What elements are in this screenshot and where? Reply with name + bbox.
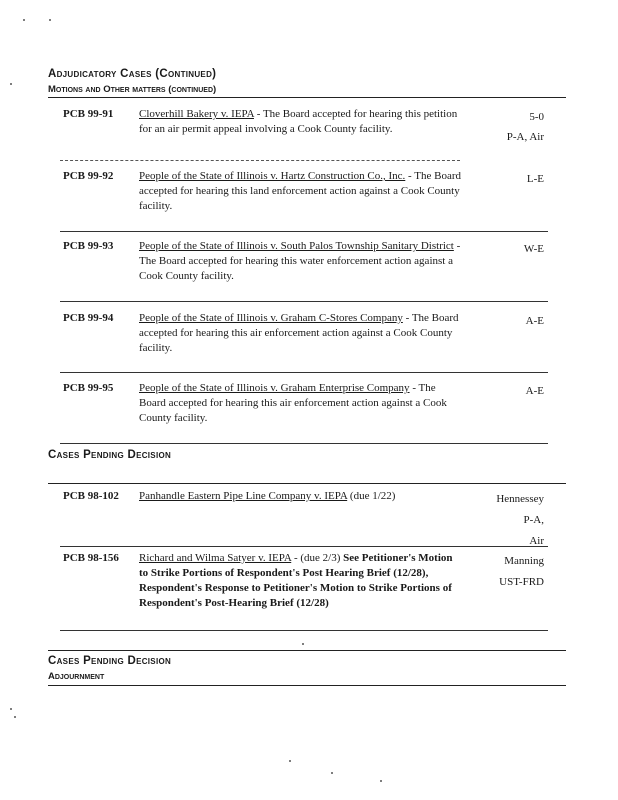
case-divider: [60, 301, 548, 302]
case-description: People of the State of Illinois v. Graham Enterprise Company - The Board accepted for hearing this air enforcement action against a Cook County facility.: [139, 382, 447, 424]
case-code: Hennessey P-A, Air: [496, 493, 544, 547]
section-title-pending: Cases Pending Decision: [48, 449, 172, 461]
case-divider: [60, 630, 548, 631]
scan-speck: [331, 772, 333, 774]
case-number: PCB 99-92: [63, 170, 114, 182]
case-code: W-E: [523, 243, 544, 255]
scan-speck: [289, 760, 291, 762]
case-divider: [60, 546, 548, 547]
case-entry: [63, 169, 544, 217]
case-entry: [63, 107, 544, 147]
case-number: PCB 99-94: [63, 312, 114, 324]
case-entry: [63, 489, 544, 547]
case-description: People of the State of Illinois v. Hartz Construction Co., Inc. - The Board accepted for hearing this land enforcement action against a Cook County facility.: [139, 170, 461, 212]
case-code: A-E: [525, 385, 544, 397]
case-entry: [63, 239, 544, 287]
scan-speck: [23, 19, 25, 21]
case-code: Manning UST-FRD: [499, 555, 544, 588]
scan-speck: [49, 19, 51, 21]
case-code: A-E: [525, 315, 544, 327]
case-title: People of the State of Illinois v. Graham Enterprise Company: [139, 382, 410, 394]
case-divider: [60, 160, 460, 161]
scan-speck: [302, 643, 304, 645]
section-rule: [48, 650, 566, 651]
case-description: Cloverhill Bakery v. IEPA - The Board accepted for hearing this petition for an air permit appeal involving a Cook County facility.: [139, 108, 458, 135]
section-rule: [48, 483, 566, 484]
case-description: People of the State of Illinois v. South Palos Township Sanitary District - The Board accepted for hearing this water enforcement action against a Cook County facility.: [139, 240, 461, 282]
case-divider: [60, 443, 548, 444]
case-divider: [60, 231, 548, 232]
case-title: Richard and Wilma Satyer v. IEPA: [139, 552, 292, 564]
case-title: People of the State of Illinois v. South Palos Township Sanitary District: [139, 240, 454, 252]
case-title: Panhandle Eastern Pipe Line Company v. IEPA: [139, 490, 348, 502]
case-entry: [63, 311, 544, 359]
scan-speck: [14, 716, 16, 718]
case-code: 5-0 P-A, Air: [506, 111, 544, 143]
case-title: People of the State of Illinois v. Hartz Construction Co., Inc.: [139, 170, 406, 182]
section-title-adjudicatory: Adjudicatory Cases (Continued): [48, 68, 217, 80]
case-entry: [63, 381, 544, 429]
case-number: PCB 99-95: [63, 382, 114, 394]
case-title: Cloverhill Bakery v. IEPA: [139, 108, 254, 120]
section-rule: [48, 97, 566, 98]
case-number: PCB 98-156: [63, 552, 119, 564]
case-description: Richard and Wilma Satyer v. IEPA - (due 2/3) See Petitioner's Motion to Strike Portions of Respondent's Post Hearing Brief (12/28), Respondent's Response to Petitioner's Motion to Strike Portions of Respondent's Post-Hearing Brief (12/28): [139, 552, 453, 609]
case-number: PCB 98-102: [63, 490, 119, 502]
case-number: PCB 99-91: [63, 108, 114, 120]
section-rule: [48, 685, 566, 686]
scan-speck: [10, 83, 12, 85]
section-subtitle-motions: Motions and Other matters (continued): [48, 84, 217, 95]
case-description: Panhandle Eastern Pipe Line Company v. IEPA (due 1/22): [139, 490, 396, 502]
case-entry: [63, 551, 544, 613]
scan-speck: [10, 708, 12, 710]
case-number: PCB 99-93: [63, 240, 114, 252]
case-code: L-E: [526, 173, 544, 185]
section-subtitle-adjournment: Adjournment: [48, 671, 105, 682]
case-title: People of the State of Illinois v. Graham C-Stores Company: [139, 312, 403, 324]
case-divider: [60, 372, 548, 373]
case-description: People of the State of Illinois v. Graham C-Stores Company - The Board accepted for hearing this air enforcement action against a Cook County facility.: [139, 312, 459, 354]
section-title-pending-repeat: Cases Pending Decision: [48, 655, 172, 667]
scan-speck: [380, 780, 382, 782]
